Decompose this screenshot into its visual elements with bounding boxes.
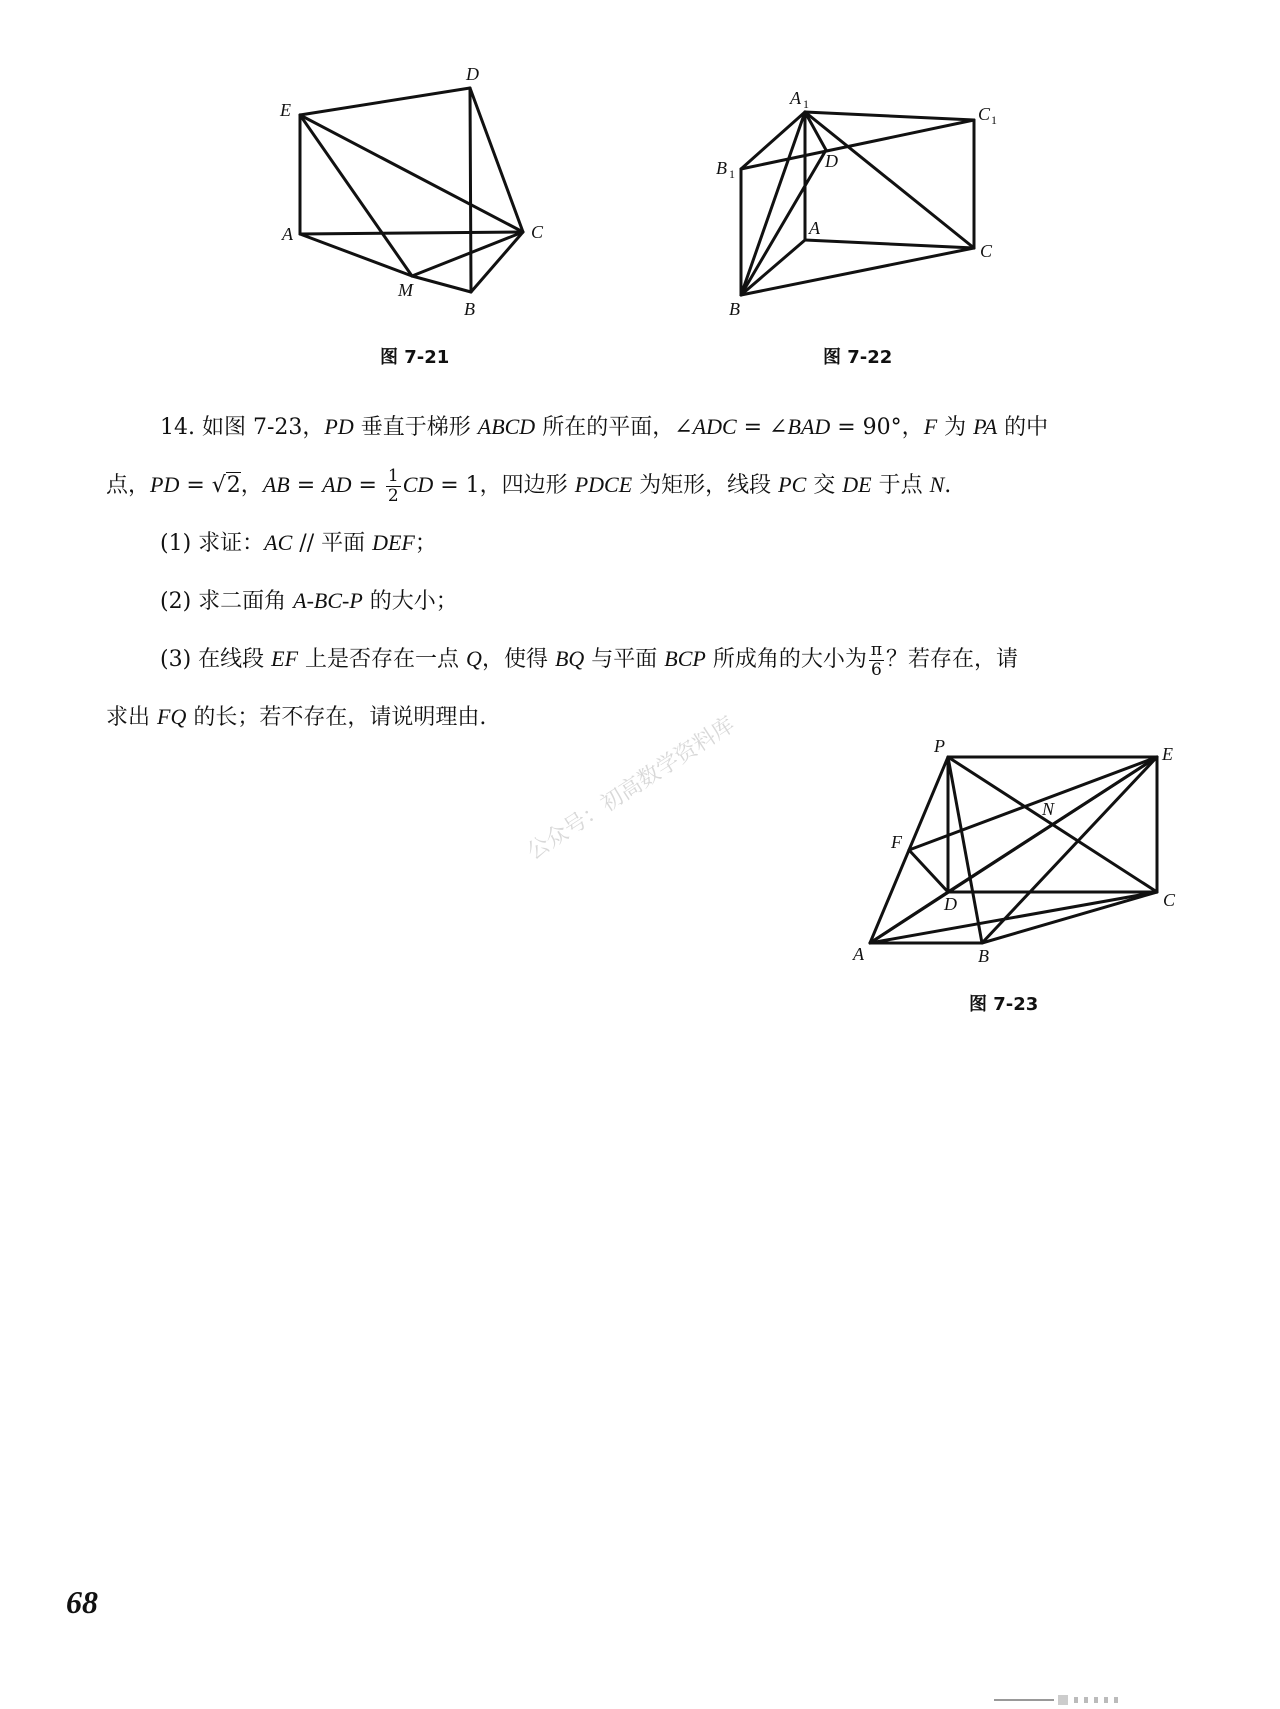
- fraction-pi-over-6: $\frac{\pi}{6}$: [870, 639, 883, 680]
- figure-7-22: [710, 80, 1010, 330]
- label-C: C: [531, 222, 544, 242]
- edge-BE: [982, 757, 1157, 943]
- edge-DB: [470, 88, 471, 292]
- label-C1-sub: 1: [991, 113, 997, 127]
- edge-FD: [909, 850, 948, 892]
- question-1: (1) 求证：AC // 平面 DEF；: [160, 530, 437, 556]
- label-E: E: [1162, 744, 1173, 764]
- label-A: A: [853, 944, 864, 964]
- label-E: E: [280, 100, 291, 120]
- fraction-one-half: $\frac{1}{2}$: [387, 465, 399, 506]
- label-A1: A: [790, 88, 801, 108]
- page-number: 68: [66, 1584, 98, 1620]
- edge-PB: [948, 757, 982, 943]
- label-B1-sub: 1: [729, 167, 735, 181]
- figure-7-23-caption: 图 7-23: [969, 994, 1039, 1015]
- edge-A1C1: [805, 112, 974, 120]
- label-F: F: [891, 832, 902, 852]
- edge-A1C: [805, 112, 974, 248]
- footer-decoration: [994, 1690, 1174, 1700]
- figure-7-21-caption: 图 7-21: [380, 347, 450, 368]
- label-D: D: [825, 151, 838, 171]
- edge-AM: [300, 234, 412, 276]
- figure-7-22-caption: 图 7-22: [823, 347, 893, 368]
- label-P: P: [934, 736, 945, 756]
- label-M: M: [398, 280, 413, 300]
- figure-7-21: [270, 56, 570, 326]
- question-2: (2) 求二面角 A-BC-P 的大小；: [160, 588, 458, 614]
- edge-ED: [300, 88, 470, 115]
- edge-B1C1: [741, 120, 974, 169]
- label-N: N: [1042, 799, 1055, 819]
- edge-DC: [470, 88, 523, 232]
- label-C: C: [980, 241, 993, 261]
- label-D: D: [944, 894, 957, 914]
- edge-AC: [300, 232, 523, 234]
- problem-14: [106, 398, 1186, 746]
- edge-AC: [805, 240, 974, 248]
- label-B: B: [978, 946, 989, 966]
- label-D: D: [466, 64, 479, 84]
- label-B1: B: [716, 158, 727, 178]
- watermark: 公众号：初高数学资料库: [522, 712, 740, 866]
- question-3-line-1: (3) 在线段 EF 上是否存在一点 Q，使得 BQ 与平面 BCP 所成角的大小为 $\frac{\pi}{6}$ ？若存在，请: [160, 639, 1019, 680]
- label-A1-sub: 1: [803, 97, 809, 111]
- label-B: B: [464, 299, 475, 319]
- edge-A1D: [805, 112, 826, 150]
- edge-EC: [300, 115, 523, 232]
- edge-MB: [412, 276, 471, 292]
- label-B: B: [729, 299, 740, 319]
- edge-MC: [412, 232, 523, 276]
- edge-BC: [741, 248, 974, 295]
- edge-EM: [300, 115, 412, 276]
- question-3-line-2: 求出 FQ 的长；若不存在，请说明理由.: [106, 704, 487, 730]
- problem-statement-line-1: 14. 如图 7-23，PD 垂直于梯形 ABCD 所在的平面，∠ADC = ∠BAD = 90°，F 为 PA 的中: [160, 414, 1049, 440]
- figure-7-23: [850, 734, 1180, 974]
- label-C1: C: [978, 104, 991, 124]
- label-A: A: [282, 224, 293, 244]
- label-C: C: [1163, 890, 1176, 910]
- label-A: A: [809, 218, 820, 238]
- problem-statement-line-2: 点，PD = √2，AB = AD = $\frac{1}{2}$ CD = 1，四边形 PDCE 为矩形，线段 PC 交 DE 于点 N.: [106, 465, 952, 506]
